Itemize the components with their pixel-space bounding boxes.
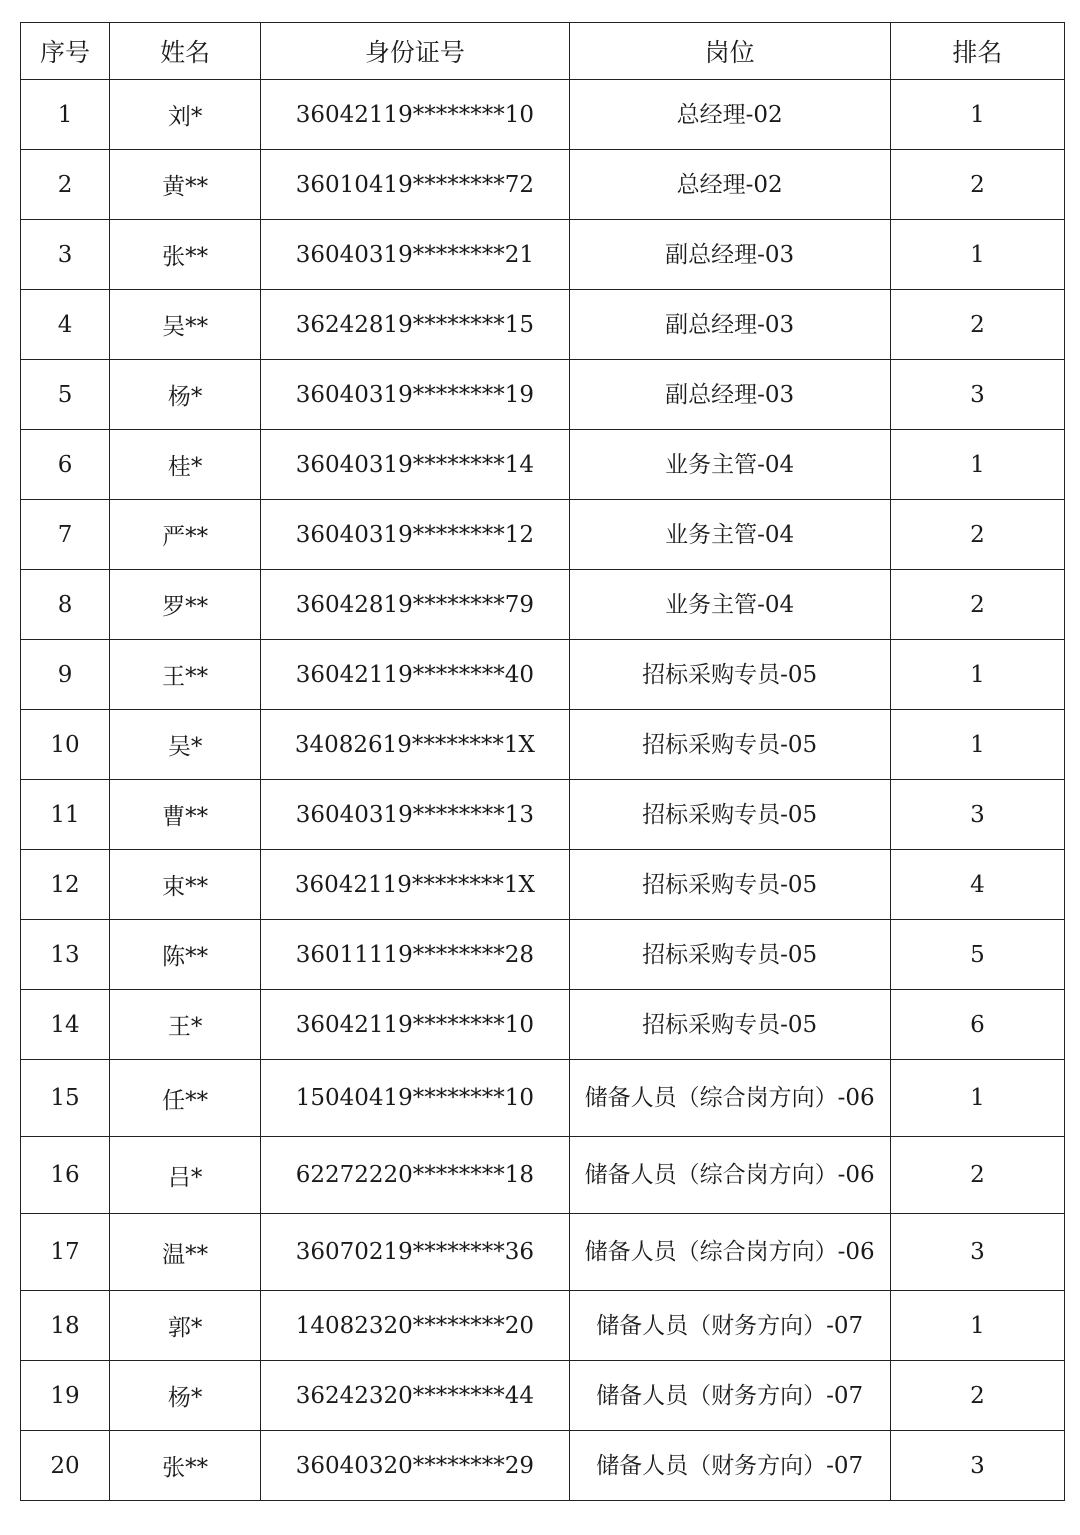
cell-name: 张**	[110, 1431, 261, 1501]
cell-seq: 20	[21, 1431, 110, 1501]
cell-seq: 16	[21, 1137, 110, 1214]
table-row	[21, 500, 1065, 570]
cell-rank: 1	[890, 710, 1064, 780]
cell-position: 储备人员（综合岗方向）-06	[569, 1137, 890, 1214]
table-row	[21, 1291, 1065, 1361]
cell-rank: 3	[890, 1214, 1064, 1291]
table-row	[21, 1431, 1065, 1501]
cell-rank: 2	[890, 570, 1064, 640]
header-name: 姓名	[110, 23, 261, 80]
header-row	[21, 23, 1065, 80]
cell-id: 36042119********40	[261, 640, 569, 710]
table-row	[21, 640, 1065, 710]
cell-position: 招标采购专员-05	[569, 780, 890, 850]
cell-name: 张**	[110, 220, 261, 290]
cell-rank: 1	[890, 640, 1064, 710]
cell-seq: 6	[21, 430, 110, 500]
cell-seq: 11	[21, 780, 110, 850]
cell-rank: 1	[890, 1060, 1064, 1137]
cell-rank: 3	[890, 780, 1064, 850]
cell-name: 刘*	[110, 80, 261, 150]
header-position: 岗位	[569, 23, 890, 80]
cell-position: 副总经理-03	[569, 220, 890, 290]
cell-seq: 9	[21, 640, 110, 710]
cell-seq: 4	[21, 290, 110, 360]
cell-id: 36040320********29	[261, 1431, 569, 1501]
cell-id: 36040319********13	[261, 780, 569, 850]
cell-position: 储备人员（财务方向）-07	[569, 1431, 890, 1501]
cell-id: 36242819********15	[261, 290, 569, 360]
table-row	[21, 990, 1065, 1060]
cell-seq: 10	[21, 710, 110, 780]
table-row	[21, 360, 1065, 430]
cell-rank: 2	[890, 1137, 1064, 1214]
header-id: 身份证号	[261, 23, 569, 80]
cell-rank: 2	[890, 500, 1064, 570]
cell-rank: 1	[890, 1291, 1064, 1361]
cell-id: 36042119********10	[261, 990, 569, 1060]
cell-name: 杨*	[110, 1361, 261, 1431]
table-row	[21, 150, 1065, 220]
cell-rank: 2	[890, 290, 1064, 360]
header-seq: 序号	[21, 23, 110, 80]
cell-position: 招标采购专员-05	[569, 990, 890, 1060]
table-row	[21, 850, 1065, 920]
cell-seq: 5	[21, 360, 110, 430]
cell-name: 陈**	[110, 920, 261, 990]
cell-id: 36042119********10	[261, 80, 569, 150]
table-row	[21, 570, 1065, 640]
cell-seq: 3	[21, 220, 110, 290]
cell-name: 严**	[110, 500, 261, 570]
cell-name: 杨*	[110, 360, 261, 430]
cell-name: 王**	[110, 640, 261, 710]
cell-name: 郭*	[110, 1291, 261, 1361]
cell-id: 36042119********1X	[261, 850, 569, 920]
cell-seq: 13	[21, 920, 110, 990]
cell-position: 招标采购专员-05	[569, 640, 890, 710]
cell-position: 储备人员（财务方向）-07	[569, 1291, 890, 1361]
cell-rank: 2	[890, 1361, 1064, 1431]
cell-id: 36242320********44	[261, 1361, 569, 1431]
cell-position: 招标采购专员-05	[569, 710, 890, 780]
cell-rank: 1	[890, 220, 1064, 290]
cell-name: 黄**	[110, 150, 261, 220]
cell-name: 王*	[110, 990, 261, 1060]
table-row	[21, 290, 1065, 360]
table-row	[21, 220, 1065, 290]
cell-id: 36070219********36	[261, 1214, 569, 1291]
cell-id: 62272220********18	[261, 1137, 569, 1214]
cell-position: 业务主管-04	[569, 570, 890, 640]
cell-position: 业务主管-04	[569, 430, 890, 500]
cell-position: 储备人员（综合岗方向）-06	[569, 1214, 890, 1291]
cell-rank: 4	[890, 850, 1064, 920]
cell-id: 36040319********19	[261, 360, 569, 430]
cell-name: 桂*	[110, 430, 261, 500]
table-row	[21, 1361, 1065, 1431]
cell-position: 副总经理-03	[569, 360, 890, 430]
cell-position: 招标采购专员-05	[569, 920, 890, 990]
cell-rank: 2	[890, 150, 1064, 220]
cell-name: 吴*	[110, 710, 261, 780]
cell-id: 34082619********1X	[261, 710, 569, 780]
cell-position: 业务主管-04	[569, 500, 890, 570]
cell-position: 总经理-02	[569, 150, 890, 220]
cell-rank: 1	[890, 430, 1064, 500]
cell-position: 储备人员（综合岗方向）-06	[569, 1060, 890, 1137]
cell-position: 储备人员（财务方向）-07	[569, 1361, 890, 1431]
cell-position: 招标采购专员-05	[569, 850, 890, 920]
cell-name: 温**	[110, 1214, 261, 1291]
table-row	[21, 1137, 1065, 1214]
header-rank: 排名	[890, 23, 1064, 80]
table-row	[21, 1060, 1065, 1137]
cell-name: 任**	[110, 1060, 261, 1137]
cell-seq: 8	[21, 570, 110, 640]
cell-position: 总经理-02	[569, 80, 890, 150]
table-row	[21, 1214, 1065, 1291]
cell-seq: 14	[21, 990, 110, 1060]
cell-rank: 6	[890, 990, 1064, 1060]
cell-seq: 17	[21, 1214, 110, 1291]
cell-rank: 3	[890, 360, 1064, 430]
table-row	[21, 80, 1065, 150]
cell-id: 36011119********28	[261, 920, 569, 990]
cell-id: 36040319********14	[261, 430, 569, 500]
cell-seq: 1	[21, 80, 110, 150]
cell-id: 36010419********72	[261, 150, 569, 220]
cell-id: 36040319********21	[261, 220, 569, 290]
cell-seq: 19	[21, 1361, 110, 1431]
cell-name: 束**	[110, 850, 261, 920]
cell-seq: 15	[21, 1060, 110, 1137]
cell-name: 吴**	[110, 290, 261, 360]
cell-name: 曹**	[110, 780, 261, 850]
cell-id: 36042819********79	[261, 570, 569, 640]
cell-seq: 2	[21, 150, 110, 220]
cell-position: 副总经理-03	[569, 290, 890, 360]
table-row	[21, 430, 1065, 500]
cell-rank: 1	[890, 80, 1064, 150]
table-row	[21, 780, 1065, 850]
cell-id: 14082320********20	[261, 1291, 569, 1361]
ranking-table-container	[20, 22, 1065, 1501]
cell-name: 罗**	[110, 570, 261, 640]
table-row	[21, 920, 1065, 990]
cell-rank: 5	[890, 920, 1064, 990]
cell-id: 36040319********12	[261, 500, 569, 570]
cell-seq: 18	[21, 1291, 110, 1361]
cell-id: 15040419********10	[261, 1060, 569, 1137]
cell-name: 吕*	[110, 1137, 261, 1214]
cell-rank: 3	[890, 1431, 1064, 1501]
cell-seq: 7	[21, 500, 110, 570]
cell-seq: 12	[21, 850, 110, 920]
ranking-table	[20, 22, 1065, 1501]
table-row	[21, 710, 1065, 780]
